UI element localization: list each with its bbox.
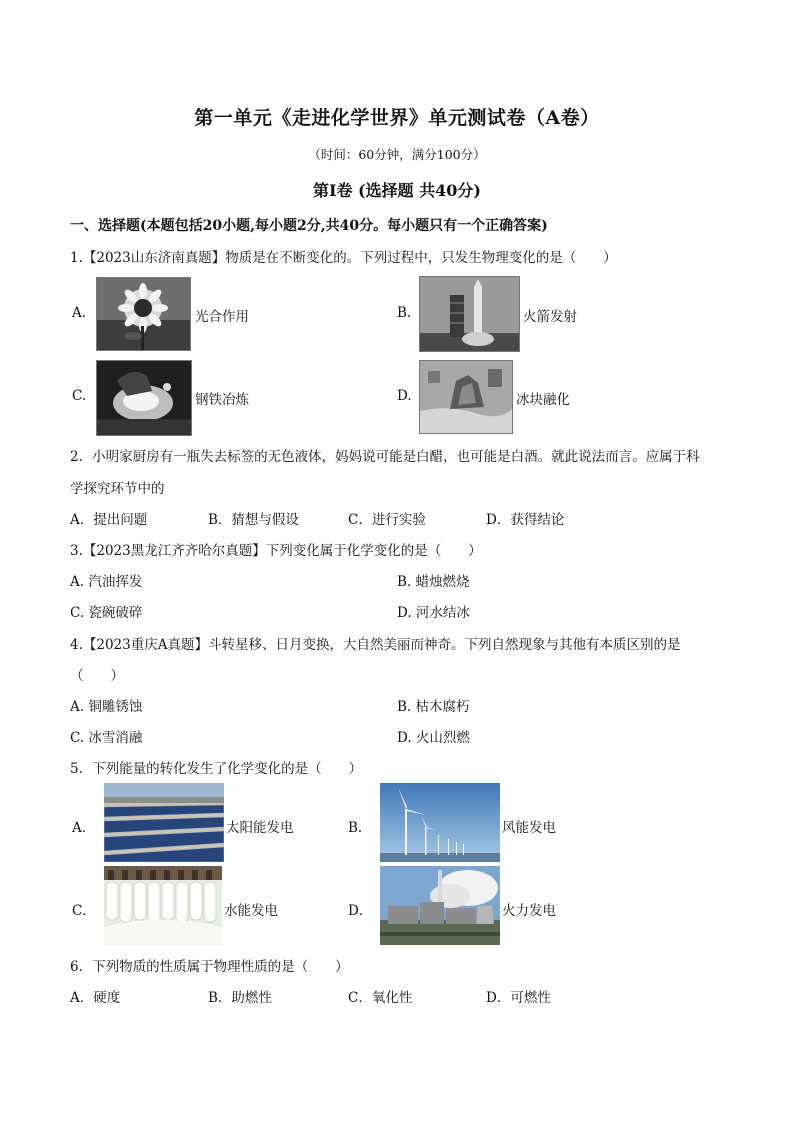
q1-option-a-label: 光合作用	[195, 309, 249, 325]
q1-option-d-label: 冰块融化	[516, 392, 570, 408]
q6-stem: 6．下列物质的性质属于物理性质的是（ ）	[70, 959, 349, 975]
q6-option-a: A．硬度	[70, 990, 121, 1006]
q3-option-d: D. 河水结冰	[397, 605, 470, 621]
q5-stem: 5．下列能量的转化发生了化学变化的是（ ）	[70, 761, 363, 777]
q2-option-a: A．提出问题	[70, 512, 148, 528]
q2-option-d: D．获得结论	[486, 512, 565, 528]
q5-option-a-letter: A．	[72, 820, 96, 836]
q5-option-b-label: 风能发电	[502, 820, 556, 836]
q5-option-b-letter: B．	[348, 820, 372, 836]
q3-option-a: A. 汽油挥发	[70, 574, 143, 590]
q4-option-a: A. 铜雕锈蚀	[70, 699, 143, 715]
q6-option-c: C．氧化性	[348, 990, 413, 1006]
q5-option-c-label: 水能发电	[224, 903, 278, 919]
q5-option-c-letter: C．	[72, 903, 96, 919]
q1-option-a-letter: A.	[72, 305, 87, 321]
q1-option-b-label: 火箭发射	[523, 309, 577, 325]
q2-option-c: C．进行实验	[348, 512, 426, 528]
q5-wind-turbines-image	[380, 783, 500, 862]
q4-option-b: B. 枯木腐朽	[397, 699, 470, 715]
q3-option-c: C. 瓷碗破碎	[70, 605, 143, 621]
q5-hydro-dam-image	[104, 866, 222, 945]
q4-stem-line2: （ ）	[70, 668, 124, 684]
q1-sunflower-image	[96, 277, 191, 351]
q2-option-b: B．猜想与假设	[208, 512, 299, 528]
section-heading: 第Ⅰ卷 (选择题 共40分)	[312, 181, 482, 200]
q6-option-d: D．可燃性	[486, 990, 551, 1006]
q1-steel-smelting-image	[96, 360, 192, 436]
q1-option-d-letter: D.	[397, 388, 412, 404]
q5-solar-panels-image	[104, 783, 224, 862]
q4-option-d: D. 火山烈燃	[397, 730, 470, 746]
q1-option-c-label: 钢铁冶炼	[195, 392, 249, 408]
q3-option-b: B. 蜡烛燃烧	[397, 574, 470, 590]
q5-option-a-label: 太阳能发电	[226, 820, 294, 836]
q1-option-c-letter: C.	[72, 388, 87, 404]
q1-rocket-launch-image	[419, 276, 520, 352]
q5-option-d-letter: D．	[348, 903, 373, 919]
page-title: 第一单元《走进化学世界》单元测试卷（A卷）	[194, 107, 600, 129]
q5-option-d-label: 火力发电	[502, 903, 556, 919]
q3-stem: 3.【2023黑龙江齐齐哈尔真题】下列变化属于化学变化的是（ ）	[70, 543, 482, 559]
q4-option-c: C. 冰雪消融	[70, 730, 143, 746]
q2-stem-line2: 学探究环节中的	[70, 481, 165, 497]
q2-stem-line1: 2．小明家厨房有一瓶失去标签的无色液体，妈妈说可能是白醋，也可能是白酒。就此说法而言。应属于科	[70, 449, 700, 465]
exam-info: （时间：60分钟，满分100分）	[308, 147, 486, 162]
part-heading: 一、选择题(本题包括20小题,每小题2分,共40分。每小题只有一个正确答案)	[70, 218, 548, 234]
q4-stem-line1: 4.【2023重庆A真题】斗转星移、日月变换，大自然美丽而神奇。下列自然现象与其他有本质区别的是	[70, 637, 681, 653]
q6-option-b: B．助燃性	[208, 990, 272, 1006]
q1-stem: 1.【2023山东济南真题】物质是在不断变化的。下列过程中，只发生物理变化的是（ ）	[70, 250, 617, 266]
q1-melting-ice-image	[419, 360, 513, 434]
q1-option-b-letter: B.	[397, 305, 412, 321]
q5-thermal-plant-image	[380, 866, 500, 945]
